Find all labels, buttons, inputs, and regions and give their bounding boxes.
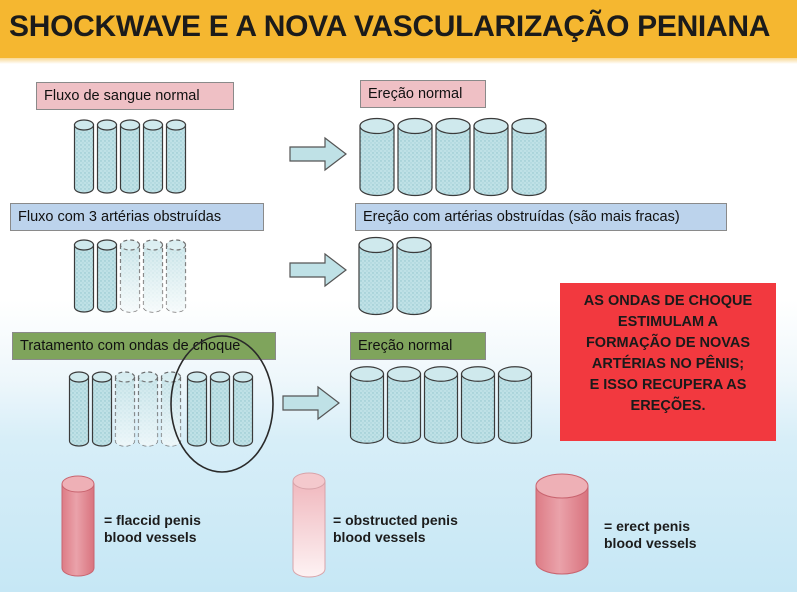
blood-vessel: [351, 367, 384, 444]
label-obstructed-flow: Fluxo com 3 artérias obstruídas: [10, 203, 264, 231]
blood-vessel: [98, 240, 117, 312]
blood-vessel: [425, 367, 458, 444]
blood-vessel: [436, 119, 470, 196]
blood-vessel: [188, 372, 207, 446]
blood-vessel: [388, 367, 421, 444]
blood-vessel: [75, 240, 94, 312]
blood-vessel: [70, 372, 89, 446]
legend-line: = erect penis: [604, 518, 690, 534]
legend-obstructed: [333, 512, 458, 546]
arrow-right-icon: [290, 254, 346, 286]
blood-vessel: [75, 120, 94, 193]
label-shockwave-treatment: Tratamento com ondas de choque: [12, 332, 276, 360]
callout-line: E ISSO RECUPERA AS: [589, 377, 747, 393]
legend-erect: [604, 518, 697, 552]
label-normal-flow: Fluxo de sangue normal: [36, 82, 234, 110]
callout-line: ARTÉRIAS NO PÊNIS;: [591, 356, 745, 372]
label-obstructed-erection: Ereção com artérias obstruídas (são mais fracas): [355, 203, 727, 231]
label-restored-erection: Ereção normal: [350, 332, 486, 360]
blood-vessel: [474, 119, 508, 196]
page-title: SHOCKWAVE E A NOVA VASCULARIZAÇÃO PENIANA: [9, 10, 771, 43]
blood-vessel: [234, 372, 253, 446]
legend-line: blood vessels: [604, 535, 697, 551]
blood-vessel: [397, 238, 431, 315]
blood-vessel: [512, 119, 546, 196]
erect-vessel-legend-icon: [534, 472, 590, 578]
blood-vessel: [398, 119, 432, 196]
obstructed-vessel: [116, 372, 135, 446]
callout-line: ESTIMULAM A: [617, 314, 719, 330]
callout-box: [560, 283, 776, 441]
blood-vessel: [211, 372, 230, 446]
callout-line: AS ONDAS DE CHOQUE: [583, 293, 753, 309]
obstructed-vessel: [139, 372, 158, 446]
blood-vessel: [499, 367, 532, 444]
obstructed-vessel: [167, 240, 186, 312]
obstructed-vessel: [144, 240, 163, 312]
legend-line: blood vessels: [333, 529, 426, 545]
blood-vessel: [167, 120, 186, 193]
legend-line: = obstructed penis: [333, 512, 458, 528]
obstructed-vessel-legend-icon: [291, 471, 327, 579]
callout-line: EREÇÕES.: [630, 398, 706, 414]
legend-line: = flaccid penis: [104, 512, 201, 528]
label-normal-erection: Ereção normal: [360, 80, 486, 108]
blood-vessel: [462, 367, 495, 444]
blood-vessel: [360, 119, 394, 196]
blood-vessel: [144, 120, 163, 193]
blood-vessel: [98, 120, 117, 193]
legend-flaccid: [104, 512, 201, 546]
flaccid-vessel-legend-icon: [60, 474, 96, 578]
blood-vessel: [121, 120, 140, 193]
blood-vessel: [93, 372, 112, 446]
blood-vessel: [359, 238, 393, 315]
obstructed-vessel: [121, 240, 140, 312]
callout-line: FORMAÇÃO DE NOVAS: [585, 335, 751, 351]
arrow-right-icon: [290, 138, 346, 170]
legend-line: blood vessels: [104, 529, 197, 545]
arrow-right-icon: [283, 387, 339, 419]
